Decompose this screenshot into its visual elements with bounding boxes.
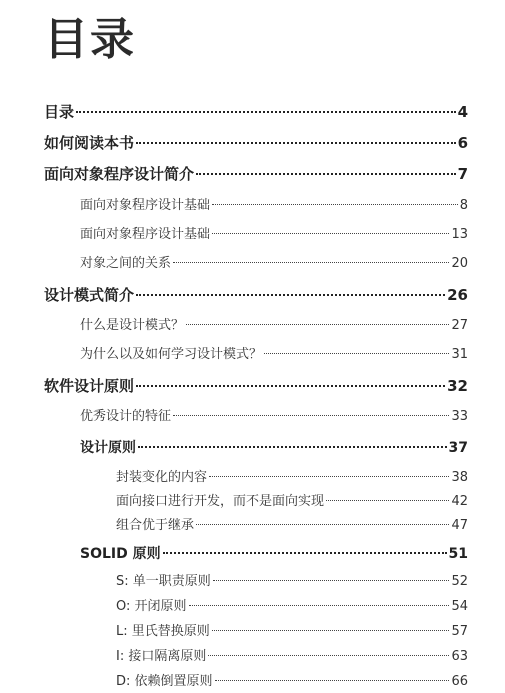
toc-entry-title: D: 依赖倒置原则: [116, 674, 213, 689]
toc-entry-title: 对象之间的关系: [80, 256, 172, 271]
toc-entry-title: 目录: [44, 103, 75, 121]
toc-entry-title: 为什么以及如何学习设计模式？: [80, 347, 263, 362]
toc-page-number: 54: [451, 599, 468, 614]
toc-entry-title: SOLID 原则: [80, 546, 161, 562]
toc-page-number: 52: [451, 574, 468, 589]
toc-entry-title: S: 单一职责原则: [116, 574, 211, 589]
toc-page-number: 31: [451, 347, 468, 362]
dot-leader: [136, 142, 456, 144]
toc-entry-chapter[interactable]: [44, 163, 468, 185]
toc-entry-section[interactable]: [80, 315, 468, 337]
toc-entry-subsection[interactable]: [116, 646, 468, 668]
toc-page-number: 20: [451, 256, 468, 271]
dot-leader: [136, 294, 445, 296]
toc-entry-title: 什么是设计模式？: [80, 318, 185, 333]
toc-page-number: 47: [451, 518, 468, 533]
toc-entry-section[interactable]: [80, 437, 468, 459]
dot-leader: [212, 204, 458, 205]
toc-page-number: 27: [451, 318, 468, 333]
dot-leader: [163, 552, 447, 554]
toc-page-number: 26: [447, 286, 468, 304]
toc-entry-title: 面向接口进行开发，而不是面向实现: [116, 494, 325, 509]
toc-entry-chapter[interactable]: [44, 284, 468, 306]
toc-entry-title: 面向对象程序设计简介: [44, 165, 195, 183]
toc-entry-section[interactable]: [80, 253, 468, 275]
toc-entry-subsection[interactable]: [116, 491, 468, 513]
toc-entry-subsection[interactable]: [116, 671, 468, 693]
toc-entry-chapter[interactable]: [44, 101, 468, 123]
dot-leader: [173, 262, 449, 263]
toc-page-number: 38: [451, 470, 468, 485]
dot-leader: [138, 446, 447, 448]
dot-leader: [189, 605, 450, 606]
toc-entry-subsection[interactable]: [116, 571, 468, 593]
toc-entry-subsection[interactable]: [116, 596, 468, 618]
toc-entry-section[interactable]: [80, 406, 468, 428]
toc-page-number: 42: [451, 494, 468, 509]
toc-page-number: 7: [457, 165, 468, 183]
toc-entry-title: L: 里氏替换原则: [116, 624, 210, 639]
toc-page-number: 57: [451, 624, 468, 639]
toc-entry-title: 面向对象程序设计基础: [80, 227, 211, 242]
page-title: 目录: [44, 14, 136, 65]
toc-page-number: 63: [451, 649, 468, 664]
dot-leader: [326, 500, 449, 501]
dot-leader: [215, 680, 450, 681]
toc-entry-title: 优秀设计的特征: [80, 409, 172, 424]
dot-leader: [212, 233, 449, 234]
toc-entry-title: I: 接口隔离原则: [116, 649, 207, 664]
dot-leader: [136, 385, 445, 387]
dot-leader: [212, 630, 450, 631]
dot-leader: [213, 580, 450, 581]
toc-page-number: 8: [459, 198, 468, 213]
toc-page-number: 33: [451, 409, 468, 424]
toc-entry-title: 面向对象程序设计基础: [80, 198, 211, 213]
toc-page-number: 13: [451, 227, 468, 242]
toc-entry-section[interactable]: [80, 543, 468, 565]
toc-entry-subsection[interactable]: [116, 467, 468, 489]
dot-leader: [196, 173, 456, 175]
toc-page-number: 32: [447, 377, 468, 395]
dot-leader: [186, 324, 449, 325]
toc-page-number: 37: [448, 440, 468, 456]
toc-page-number: 51: [448, 546, 468, 562]
dot-leader: [173, 415, 449, 416]
dot-leader: [209, 476, 449, 477]
toc-page-number: 6: [457, 134, 468, 152]
toc-page-number: 66: [451, 674, 468, 689]
toc-page-number: 4: [457, 103, 468, 121]
dot-leader: [196, 524, 449, 525]
toc-entry-subsection[interactable]: [116, 621, 468, 643]
toc-entry-title: 设计模式简介: [44, 286, 135, 304]
toc-entry-subsection[interactable]: [116, 515, 468, 537]
dot-leader: [208, 655, 449, 656]
toc-entry-title: 如何阅读本书: [44, 134, 135, 152]
toc-entry-chapter[interactable]: [44, 132, 468, 154]
toc-entry-section[interactable]: [80, 224, 468, 246]
dot-leader: [76, 111, 456, 113]
toc-entry-title: 软件设计原则: [44, 377, 135, 395]
toc-entry-title: 组合优于继承: [116, 518, 195, 533]
dot-leader: [264, 353, 449, 354]
toc-entry-section[interactable]: [80, 195, 468, 217]
toc-entry-chapter[interactable]: [44, 375, 468, 397]
toc-entry-section[interactable]: [80, 344, 468, 366]
toc-entry-title: 设计原则: [80, 440, 136, 456]
toc-entry-title: O: 开闭原则: [116, 599, 187, 614]
toc-entry-title: 封装变化的内容: [116, 470, 208, 485]
